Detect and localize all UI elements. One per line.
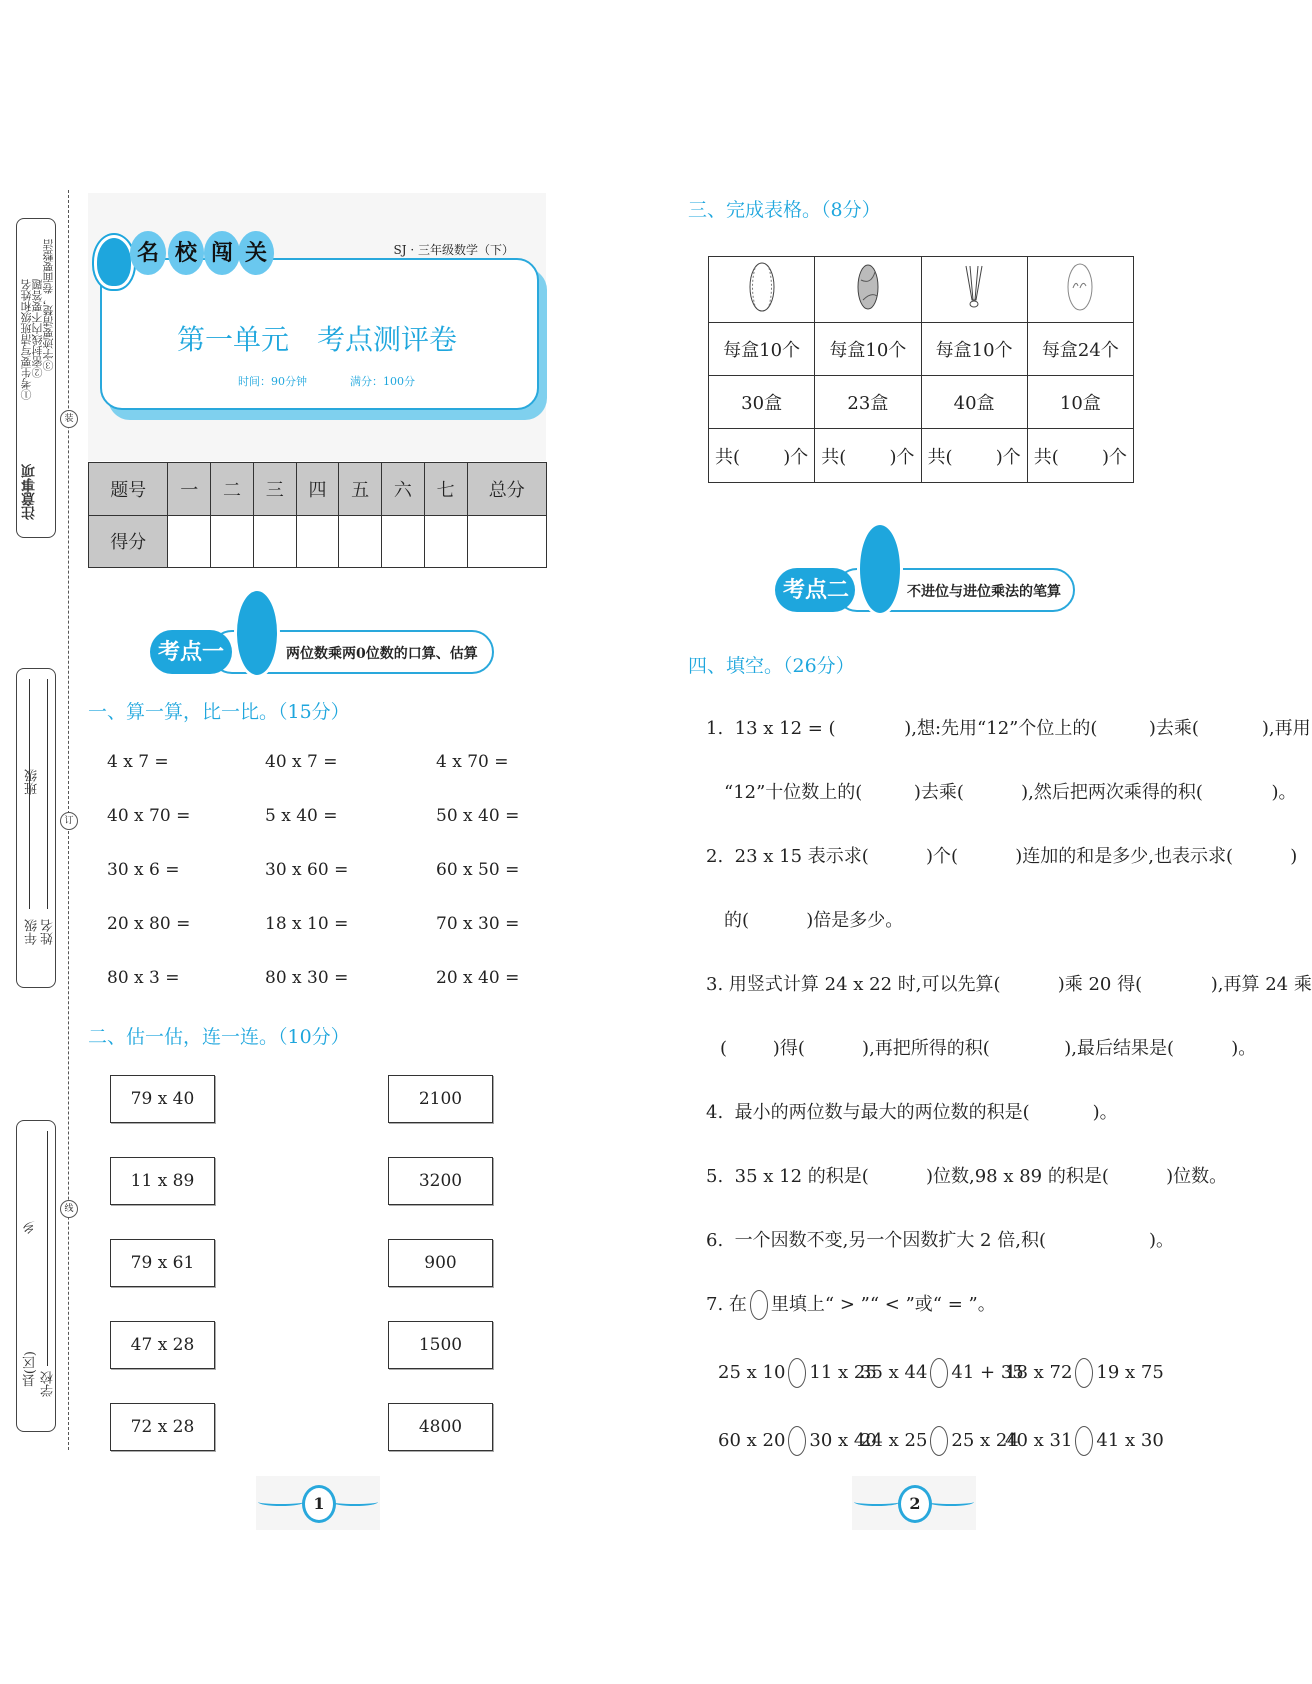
compare-circle[interactable] [788, 1426, 806, 1456]
section1-title: 一、算一算，比一比。（15分） [88, 701, 350, 723]
q7-prefix: 7. 在 [706, 1294, 747, 1315]
per-box: 每盒10个 [815, 323, 921, 376]
kaodian1-banner [150, 630, 488, 674]
notice-line: ②密封线内不要答题 [31, 279, 44, 378]
section4-title: 四、填空。（26分） [688, 655, 855, 677]
q7-suffix: 里填上“ > ”“ < ”或“ = ”。 [770, 1294, 996, 1315]
compare-circle[interactable] [1075, 1426, 1093, 1456]
seal-mark: 线 [60, 1200, 78, 1218]
compare-item [718, 1358, 877, 1388]
page-number-1 [256, 1476, 380, 1530]
compare-left: 35 x 44 [860, 1362, 928, 1383]
name-label: 姓名 [41, 919, 56, 945]
ornament-icon [928, 1498, 974, 1506]
calc-problem[interactable]: 40 x 7 = [265, 752, 338, 772]
seal-mark: 订 [60, 812, 78, 830]
score-header: 五 [339, 463, 382, 516]
baseball-icon [747, 260, 777, 314]
total-left: 共( [715, 446, 741, 468]
full-score-label: 满分：100分 [350, 375, 415, 388]
fill-blank-question: ( )得( ),再把所得的积( ),最后结果是( )。 [720, 1038, 1257, 1059]
calc-problem[interactable]: 60 x 50 = [436, 860, 520, 880]
per-box: 每盒10个 [921, 323, 1027, 376]
calc-problem[interactable]: 80 x 30 = [265, 968, 349, 988]
total-cell[interactable] [921, 429, 1027, 483]
time-label: 时间：90分钟 [238, 375, 307, 388]
ball-table [708, 256, 1134, 483]
student-info-box [16, 668, 56, 988]
box-count: 30盒 [709, 376, 815, 429]
compare-circle[interactable] [930, 1358, 948, 1388]
total-right: )个 [783, 446, 809, 468]
calc-problem[interactable]: 30 x 60 = [265, 860, 349, 880]
compare-right: 41 x 30 [1096, 1430, 1164, 1451]
total-cell[interactable] [1027, 429, 1133, 483]
fill-blank-question: 4. 最小的两位数与最大的两位数的积是( )。 [706, 1102, 1118, 1123]
score-cell[interactable] [467, 515, 546, 568]
score-header: 题号 [89, 463, 168, 516]
notice-line: ①考生要写清班级和姓名 [20, 279, 33, 400]
estimate-box[interactable]: 3200 [388, 1157, 493, 1205]
calc-problem[interactable]: 4 x 7 = [107, 752, 169, 772]
compare-right: 25 x 24 [951, 1430, 1019, 1451]
total-right: )个 [995, 446, 1021, 468]
compare-left: 24 x 25 [860, 1430, 928, 1451]
pingpong-icon [1065, 260, 1095, 314]
ball-cell [1027, 257, 1133, 323]
circle-blank [750, 1290, 768, 1320]
box-count: 10盒 [1027, 376, 1133, 429]
score-header: 二 [211, 463, 254, 516]
brand-char: 校 [168, 231, 204, 275]
score-row-label: 得分 [89, 515, 168, 568]
calc-problem[interactable]: 50 x 40 = [436, 806, 520, 826]
compare-right: 19 x 75 [1096, 1362, 1164, 1383]
total-right: )个 [1101, 446, 1127, 468]
fill-blank-question: 的( )倍是多少。 [724, 910, 904, 931]
township-label: 乡 [23, 1221, 38, 1234]
expression-box[interactable]: 47 x 28 [110, 1321, 215, 1369]
total-left: 共( [1033, 446, 1059, 468]
brand-char: 关 [238, 231, 274, 275]
volleyball-icon [853, 260, 883, 314]
per-box: 每盒24个 [1027, 323, 1133, 376]
compare-item [860, 1426, 1019, 1456]
fill-blank-question: 6. 一个因数不变,另一个因数扩大 2 倍,积( )。 [706, 1230, 1174, 1251]
class-label: 班级 [25, 769, 40, 795]
page-number-2 [852, 1476, 976, 1530]
score-cell[interactable] [168, 515, 211, 568]
compare-circle[interactable] [788, 1358, 806, 1388]
kaodian2-banner [775, 568, 1075, 612]
notice-title: 注意事项 [21, 464, 37, 520]
calc-problem[interactable]: 20 x 40 = [436, 968, 520, 988]
total-cell[interactable] [815, 429, 921, 483]
compare-left: 18 x 72 [1005, 1362, 1073, 1383]
expression-box[interactable]: 72 x 28 [110, 1403, 215, 1451]
box-count: 23盒 [815, 376, 921, 429]
ornament-icon [332, 1498, 378, 1506]
compare-right: 41 + 35 [951, 1362, 1024, 1383]
section3-title: 三、完成表格。（8分） [688, 199, 881, 221]
tree-icon [234, 588, 280, 678]
total-right: )个 [889, 446, 915, 468]
kaodian2-tag: 考点二 [775, 568, 855, 612]
grade-blank[interactable] [29, 679, 30, 909]
compare-circle[interactable] [1075, 1358, 1093, 1388]
shuttlecock-icon [959, 260, 989, 314]
score-header: 一 [168, 463, 211, 516]
expression-box[interactable]: 79 x 61 [110, 1239, 215, 1287]
score-header: 六 [382, 463, 425, 516]
fill-blank-question: 1. 13 x 12 = ( ),想:先用“12”个位上的( )去乘( ),再用 [706, 718, 1311, 739]
score-cell[interactable] [296, 515, 339, 568]
ball-cell [815, 257, 921, 323]
seal-mark: 装 [60, 410, 78, 428]
page-number: 1 [302, 1485, 336, 1523]
expression-box[interactable]: 11 x 89 [110, 1157, 215, 1205]
estimate-box[interactable]: 2100 [388, 1075, 493, 1123]
score-header: 七 [424, 463, 467, 516]
calc-problem[interactable]: 70 x 30 = [436, 914, 520, 934]
kaodian1-topic: 两位数乘两0位数的口算、估算 [210, 630, 494, 674]
kaodian1-tag: 考点一 [150, 630, 232, 674]
expression-box[interactable]: 79 x 40 [110, 1075, 215, 1123]
per-box: 每盒10个 [709, 323, 815, 376]
score-cell[interactable] [382, 515, 425, 568]
tree-icon [857, 522, 903, 616]
compare-left: 60 x 20 [718, 1430, 786, 1451]
school-info-box [16, 1120, 56, 1432]
score-header: 四 [296, 463, 339, 516]
compare-right: 11 x 25 [809, 1362, 877, 1383]
estimate-box[interactable]: 4800 [388, 1403, 493, 1451]
score-cell[interactable] [211, 515, 254, 568]
compare-item [860, 1358, 1024, 1388]
calc-problem[interactable]: 40 x 70 = [107, 806, 191, 826]
fill-blank-question: “12”十位数上的( )去乘( ),然后把两次乘得的积( )。 [724, 782, 1297, 803]
fill-blank-question: 5. 35 x 12 的积是( )位数,98 x 89 的积是( )位数。 [706, 1166, 1228, 1187]
school-blank[interactable] [47, 1131, 48, 1366]
kaodian2-topic: 不进位与进位乘法的笔算 [835, 568, 1075, 612]
page-header [88, 193, 546, 461]
compare-circle[interactable] [930, 1426, 948, 1456]
compare-item [1005, 1358, 1164, 1388]
compare-item [1005, 1426, 1164, 1456]
calc-problem[interactable]: 20 x 80 = [107, 914, 191, 934]
estimate-box[interactable]: 900 [388, 1239, 493, 1287]
compare-right: 30 x 40 [809, 1430, 877, 1451]
calc-problem[interactable]: 30 x 6 = [107, 860, 180, 880]
brand-char: 名 [130, 231, 166, 275]
brand-char: 闯 [204, 231, 240, 275]
question-7 [706, 1290, 996, 1320]
score-table [88, 462, 547, 568]
score-cell[interactable] [253, 515, 296, 568]
page-number: 2 [898, 1485, 932, 1523]
estimate-box[interactable]: 1500 [388, 1321, 493, 1369]
compare-left: 25 x 10 [718, 1362, 786, 1383]
notice-box [16, 218, 56, 538]
ornament-icon [258, 1498, 304, 1506]
name-blank[interactable] [47, 679, 48, 909]
bottle-logo-icon [94, 235, 134, 289]
section2-title: 二、估一估，连一连。（10分） [88, 1026, 350, 1048]
box-count: 40盒 [921, 376, 1027, 429]
subject-label: SJ · 三年级数学（下） [393, 243, 514, 257]
score-header: 总分 [467, 463, 546, 516]
total-cell[interactable] [709, 429, 815, 483]
fill-blank-question: 3. 用竖式计算 24 x 22 时,可以先算( )乘 20 得( ),再算 24 乘 [706, 974, 1312, 995]
ornament-icon [854, 1498, 900, 1506]
school-label: 学校 [41, 1371, 56, 1397]
page-title: 第一单元 考点测评卷 [176, 323, 457, 356]
fill-blank-question: 2. 23 x 15 表示求( )个( )连加的和是多少,也表示求( ) [706, 846, 1298, 867]
ball-cell [921, 257, 1027, 323]
calc-problem[interactable]: 18 x 10 = [265, 914, 349, 934]
calc-problem[interactable]: 80 x 3 = [107, 968, 180, 988]
calc-problem[interactable]: 4 x 70 = [436, 752, 509, 772]
total-left: 共( [821, 446, 847, 468]
calc-problem[interactable]: 5 x 40 = [265, 806, 338, 826]
score-header: 三 [253, 463, 296, 516]
score-cell[interactable] [339, 515, 382, 568]
grade-label: 年级 [25, 919, 40, 945]
ball-cell [709, 257, 815, 323]
score-cell[interactable] [424, 515, 467, 568]
county-label: 县(区) [23, 1351, 38, 1388]
compare-left: 40 x 31 [1005, 1430, 1073, 1451]
notice-line: ③字迹要清楚，卷面要整洁 [42, 239, 55, 371]
total-left: 共( [927, 446, 953, 468]
compare-item [718, 1426, 877, 1456]
